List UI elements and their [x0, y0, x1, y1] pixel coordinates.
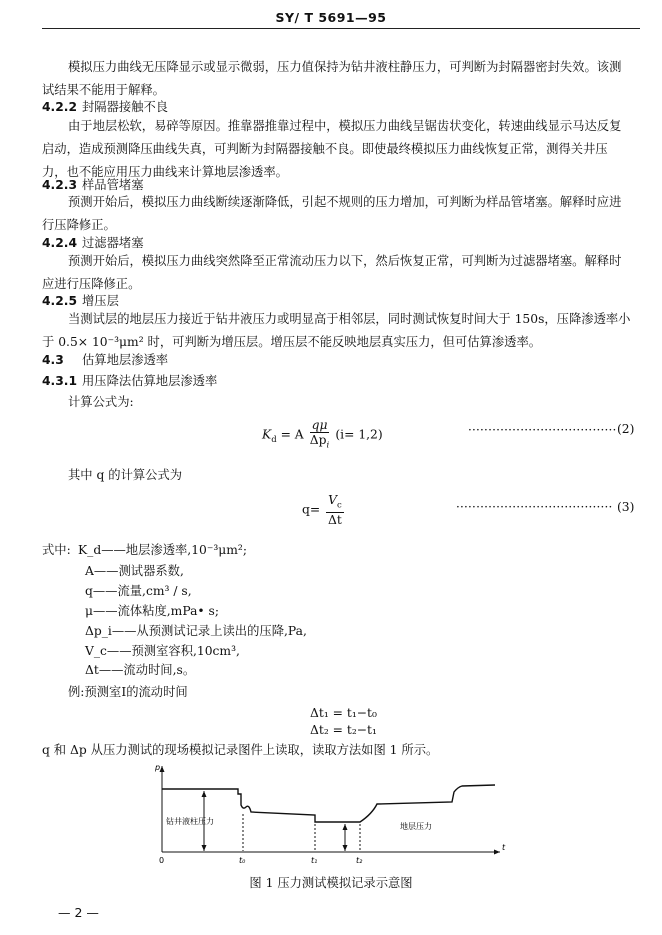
- section-heading-4-2-5: 4.2.5 增压层: [42, 294, 119, 308]
- page-number: — 2 —: [58, 905, 99, 920]
- definition-item: Δt——流动时间,s。: [85, 663, 196, 677]
- definition-item: q——流量,cm³ / s,: [85, 584, 192, 598]
- equation-number-2: (2): [617, 422, 635, 436]
- pressure-record-figure: [150, 762, 510, 867]
- example-label: 例:预测室Ⅰ的流动时间: [68, 685, 188, 699]
- example-equation-2: Δt₂ = t₂−t₁: [310, 723, 377, 737]
- leader-dots-3: ·······································: [456, 500, 613, 514]
- formula-intro: 计算公式为:: [68, 395, 134, 409]
- annotation-formation-pressure: 地层压力: [400, 822, 432, 831]
- section-text-4-2-2: 由于地层松软，易碎等原因。推靠器推靠过程中，模拟压力曲线呈锯齿状变化，转速曲线显示马达反复启动，造成预测降压曲线失真，可判断为封隔器接触不良。即使最终模拟压力曲线恢复正常，测得关井压力，也不能应用压力曲线来计算地层渗透率。: [42, 119, 622, 179]
- arrow-head: [343, 845, 348, 851]
- formula-2: $K_d = A$ $\frac{q\mu}{\Delta p_i}$ (i= 1,2): [262, 418, 383, 451]
- definition-item: V_c——预测室容积,10cm³,: [85, 644, 240, 658]
- definition-item: A——测试器系数,: [85, 564, 184, 578]
- leader-dots-2: ·····································: [468, 423, 617, 437]
- definition-item: μ——流体粘度,mPa• s;: [85, 604, 220, 618]
- definition-item: K_d——地层渗透率,10⁻³μm²;: [78, 543, 247, 557]
- tick-label: t₁: [311, 856, 318, 865]
- q-formula-intro: 其中 q 的计算公式为: [68, 468, 183, 482]
- arrow-head: [160, 766, 165, 772]
- section-heading-4-2-2: 4.2.2 封隔器接触不良: [42, 100, 169, 114]
- arrow-head: [202, 791, 207, 797]
- intro-paragraph: 模拟压力曲线无压降显示或显示微弱，压力值保持为钻井液柱静压力，可判断为封隔器密封失效。该测试结果不能用于解释。: [42, 60, 622, 97]
- formula-3: q= $\frac{V_c}{\Delta t}$: [302, 493, 342, 528]
- arrow-head: [494, 850, 500, 855]
- section-heading-4-2-3: 4.2.3 样品管堵塞: [42, 178, 144, 192]
- origin-label: 0: [159, 856, 165, 865]
- definition-item: Δp_i——从预测试记录上读出的压降,Pa,: [85, 624, 307, 638]
- annotation-wellbore-pressure: 钻井液柱压力: [166, 817, 214, 826]
- section-text-4-2-5: 当测试层的地层压力接近于钻井液压力或明显高于相邻层，同时测试恢复时间大于 150s，压降渗透率小于 0.5× 10⁻³μm² 时，可判断为增压层。增压层不能反映地层真实压力，但可估算渗透率。: [42, 312, 631, 349]
- figure-caption: 图 1 压力测试模拟记录示意图: [249, 876, 413, 890]
- x-axis-label: t: [502, 843, 506, 852]
- definitions-prefix: 式中:: [42, 543, 71, 557]
- tick-label: t₂: [356, 856, 363, 865]
- section-heading-4-2-4: 4.2.4 过滤器堵塞: [42, 236, 144, 250]
- equation-number-3: (3): [617, 500, 635, 514]
- tick-label: t₀: [239, 856, 246, 865]
- y-axis-label: p: [155, 763, 161, 772]
- arrow-head: [343, 824, 348, 830]
- header-rule: [42, 28, 640, 29]
- section-text-4-2-3: 预测开始后，模拟压力曲线断续逐渐降低，引起不规则的压力增加，可判断为样品管堵塞。解释时应进行压降修正。: [42, 195, 622, 232]
- standard-header: SY/ T 5691—95: [275, 10, 387, 25]
- figure-intro: q 和 Δp 从压力测试的现场模拟记录图件上读取，读取方法如图 1 所示。: [42, 743, 439, 757]
- section-text-4-2-4: 预测开始后，模拟压力曲线突然降至正常流动压力以下，然后恢复正常，可判断为过滤器堵塞。解释时应进行压降修正。: [42, 254, 622, 291]
- example-equation-1: Δt₁ = t₁−t₀: [310, 706, 377, 720]
- section-heading-4-3: 4.3 估算地层渗透率: [42, 353, 169, 367]
- section-heading-4-3-1: 4.3.1 用压降法估算地层渗透率: [42, 374, 218, 388]
- arrow-head: [202, 845, 207, 851]
